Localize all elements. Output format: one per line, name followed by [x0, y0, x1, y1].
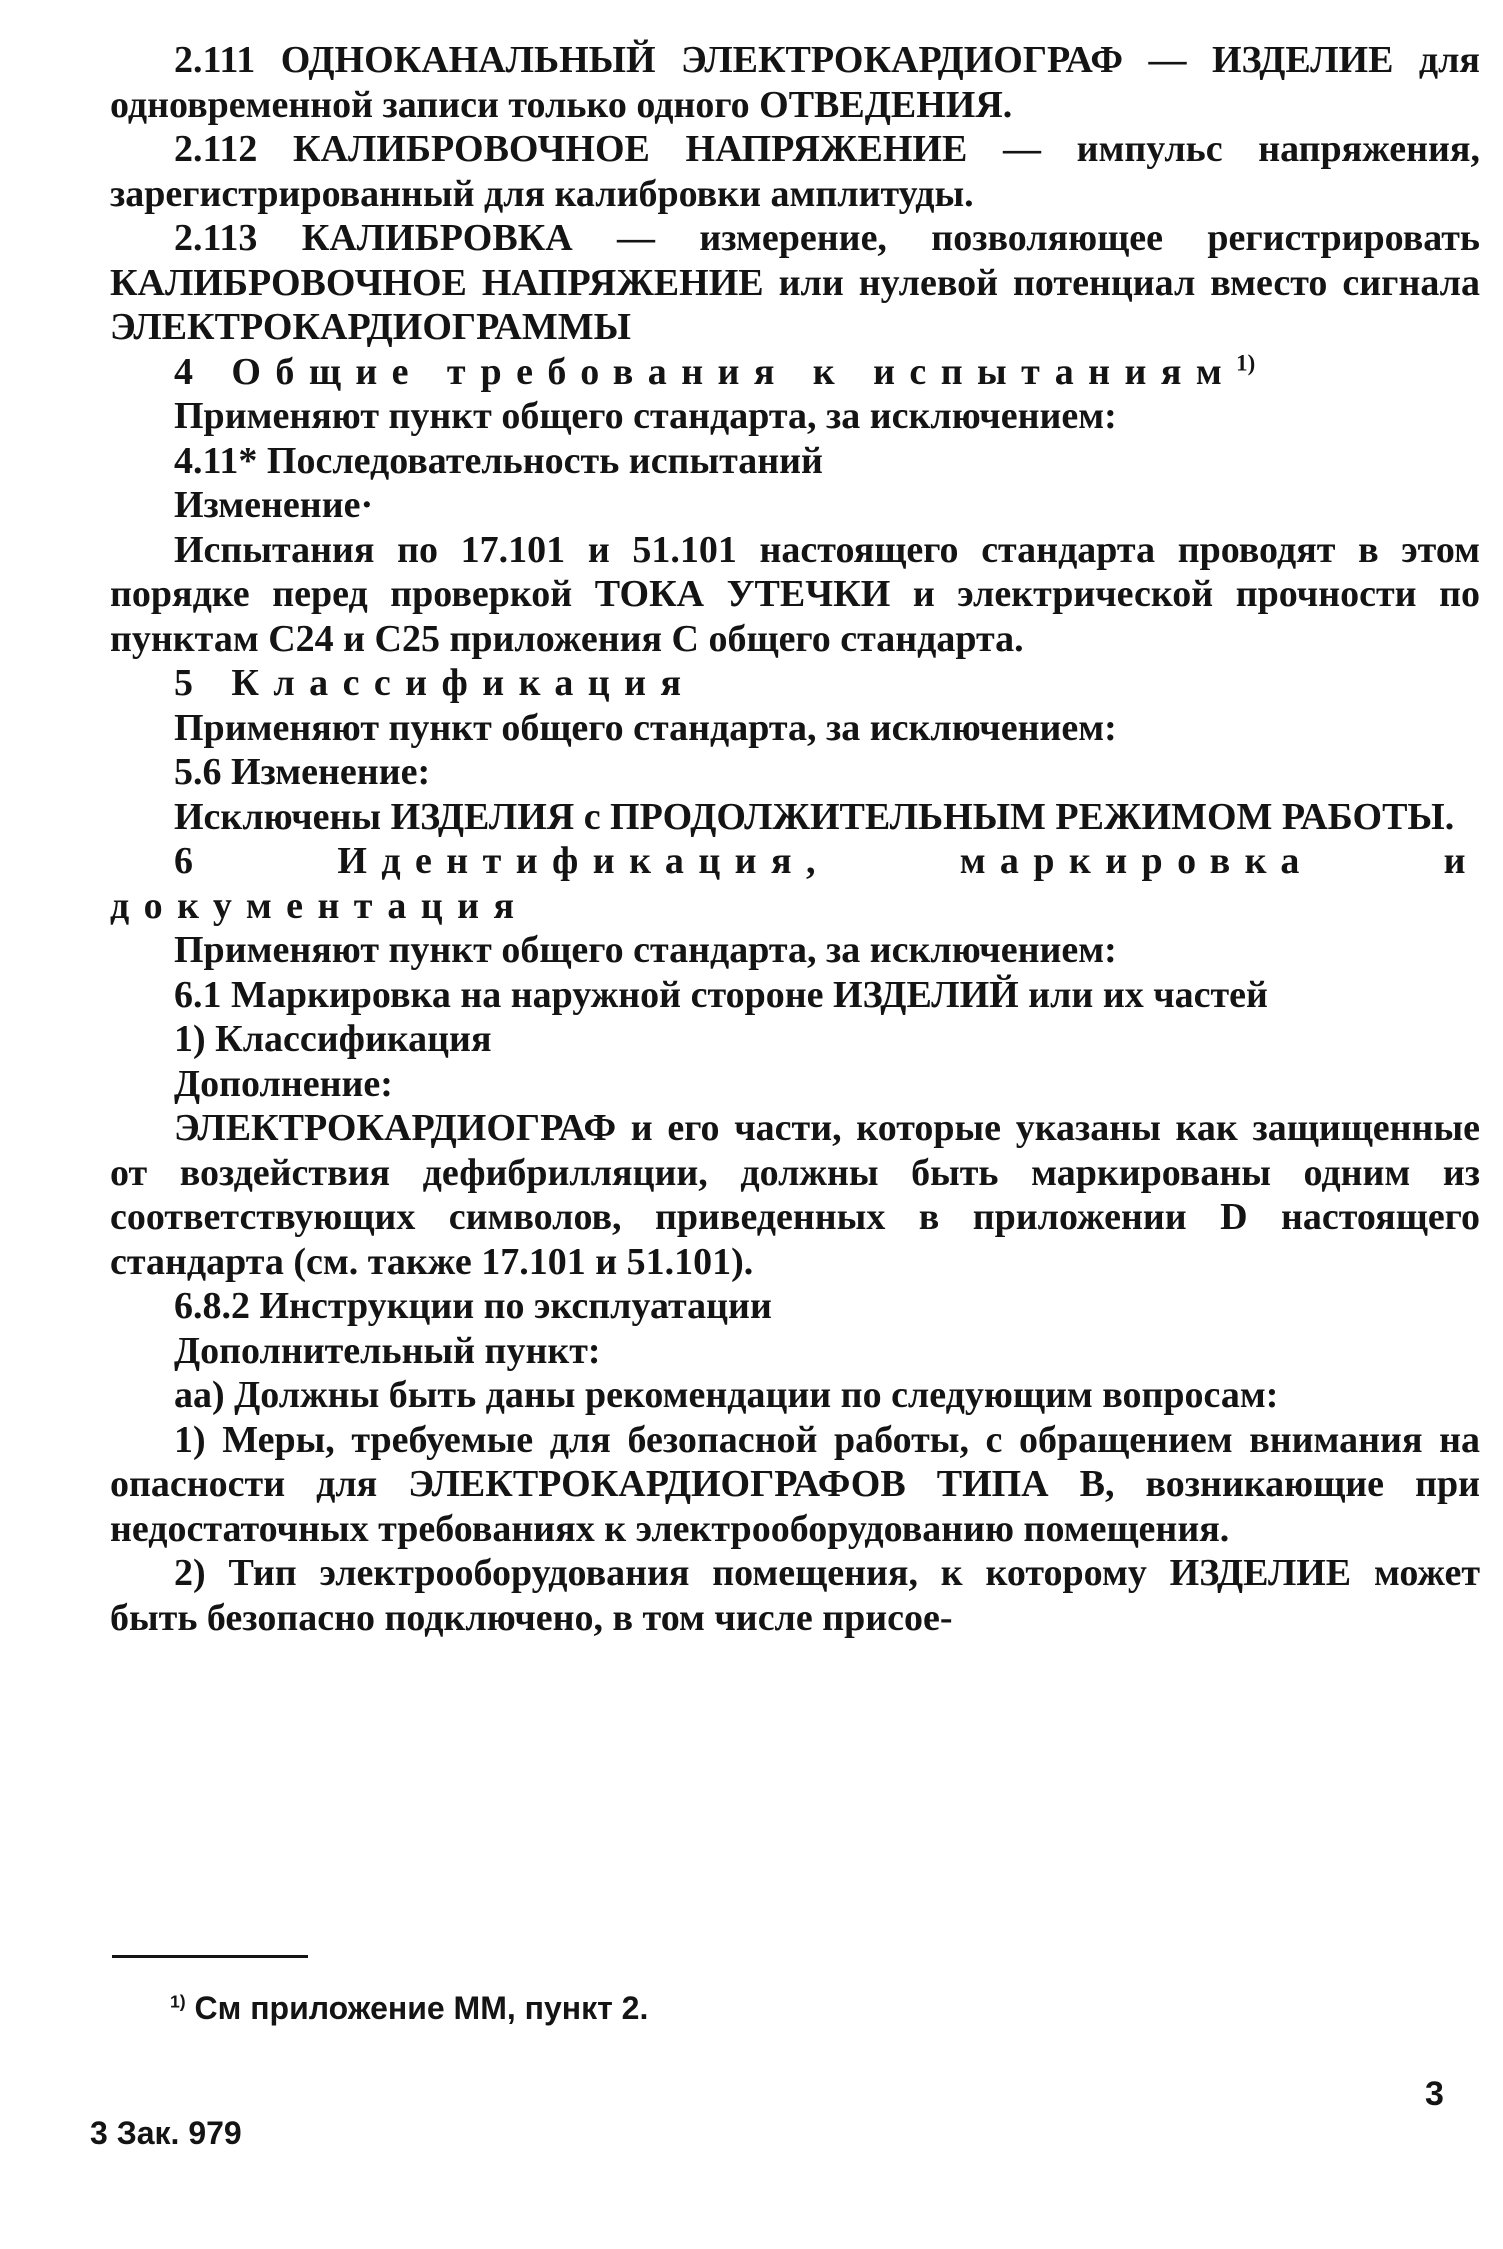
- section-6-heading: 6 Идентификация, маркировка и документация: [110, 840, 1480, 927]
- print-order-mark: 3 Зак. 979: [90, 2115, 242, 2151]
- clause-6-1-text: ЭЛЕКТРОКАРДИОГРАФ и его части, которые указаны как защищенные от воздействия дефибрилляции, должны быть маркированы одним из соответствующих символов, приведенных в приложении D настоящего стандарта (см. также 17.101 и 51.101).: [110, 1107, 1480, 1283]
- clause-6-1: 6.1 Маркировка на наружной стороне ИЗДЕЛИЙ или их частей: [174, 973, 1268, 1016]
- document-body: [110, 38, 1480, 1640]
- additional-clause-label: Дополнительный пункт:: [174, 1329, 601, 1372]
- item-2: 2) Тип электрооборудования помещения, к которому ИЗДЕЛИЕ может быть безопасно подключено, в том числе присое-: [110, 1552, 1480, 1639]
- definition-2-111: 2.111 ОДНОКАНАЛЬНЫЙ ЭЛЕКТРОКАРДИОГРАФ — ИЗДЕЛИЕ для одновременной записи только одного ОТВЕДЕНИЯ.: [110, 39, 1480, 126]
- clause-5-6: 5.6 Изменение:: [174, 751, 431, 793]
- addition-label-6-1: Дополнение:: [174, 1062, 393, 1105]
- clause-5-6-text: Исключены ИЗДЕЛИЯ с ПРОДОЛЖИТЕЛЬНЫМ РЕЖИМОМ РАБОТЫ.: [174, 795, 1455, 838]
- section-5-intro: Применяют пункт общего стандарта, за исключением:: [174, 706, 1117, 749]
- item-1: 1) Меры, требуемые для безопасной работы, с обращением внимания на опасности для ЭЛЕКТРОКАРДИОГРАФОВ ТИПА В, возникающие при недостаточных требованиях к электрооборудованию помещения.: [110, 1418, 1480, 1550]
- definition-2-112: 2.112 КАЛИБРОВОЧНОЕ НАПРЯЖЕНИЕ — импульс напряжения, зарегистрированный для калибровки амплитуды.: [110, 128, 1480, 215]
- clause-4-11: 4.11* Последовательность испытаний: [174, 439, 823, 482]
- section-4-heading: [110, 350, 1480, 395]
- clause-6-1-item-1: 1) Классификация: [174, 1018, 492, 1060]
- footnote-divider: [112, 1955, 308, 1958]
- change-label-4-11: Изменение·: [174, 484, 374, 526]
- footnote-marker: 1): [170, 1991, 186, 2012]
- footnote-text: См приложение ММ, пункт 2.: [194, 1990, 649, 2026]
- clause-6-8-2: 6.8.2 Инструкции по эксплуатации: [174, 1285, 772, 1327]
- footnote: [170, 1990, 648, 2027]
- clause-4-11-text: Испытания по 17.101 и 51.101 настоящего стандарта проводят в этом порядке перед проверкой ТОКА УТЕЧКИ и электрической прочности по пунктам С24 и С25 приложения С общего стандарта.: [110, 528, 1480, 660]
- section-4-title: 4 Общие требования к испытаниям: [174, 350, 1237, 393]
- section-4-intro: Применяют пункт общего стандарта, за исключением:: [174, 395, 1117, 437]
- footnote-ref: 1): [1236, 349, 1256, 375]
- item-aa: аа) Должны быть даны рекомендации по следующим вопросам:: [174, 1374, 1279, 1416]
- section-6-intro: Применяют пункт общего стандарта, за исключением:: [174, 929, 1117, 971]
- section-5-heading: 5 Классификация: [174, 662, 696, 704]
- definition-2-113: 2.113 КАЛИБРОВКА — измерение, позволяющее регистрировать КАЛИБРОВОЧНОЕ НАПРЯЖЕНИЕ или нулевой потенциал вместо сигнала ЭЛЕКТРОКАРДИОГРАММЫ: [110, 217, 1480, 348]
- page-number: 3: [1425, 2075, 1444, 2113]
